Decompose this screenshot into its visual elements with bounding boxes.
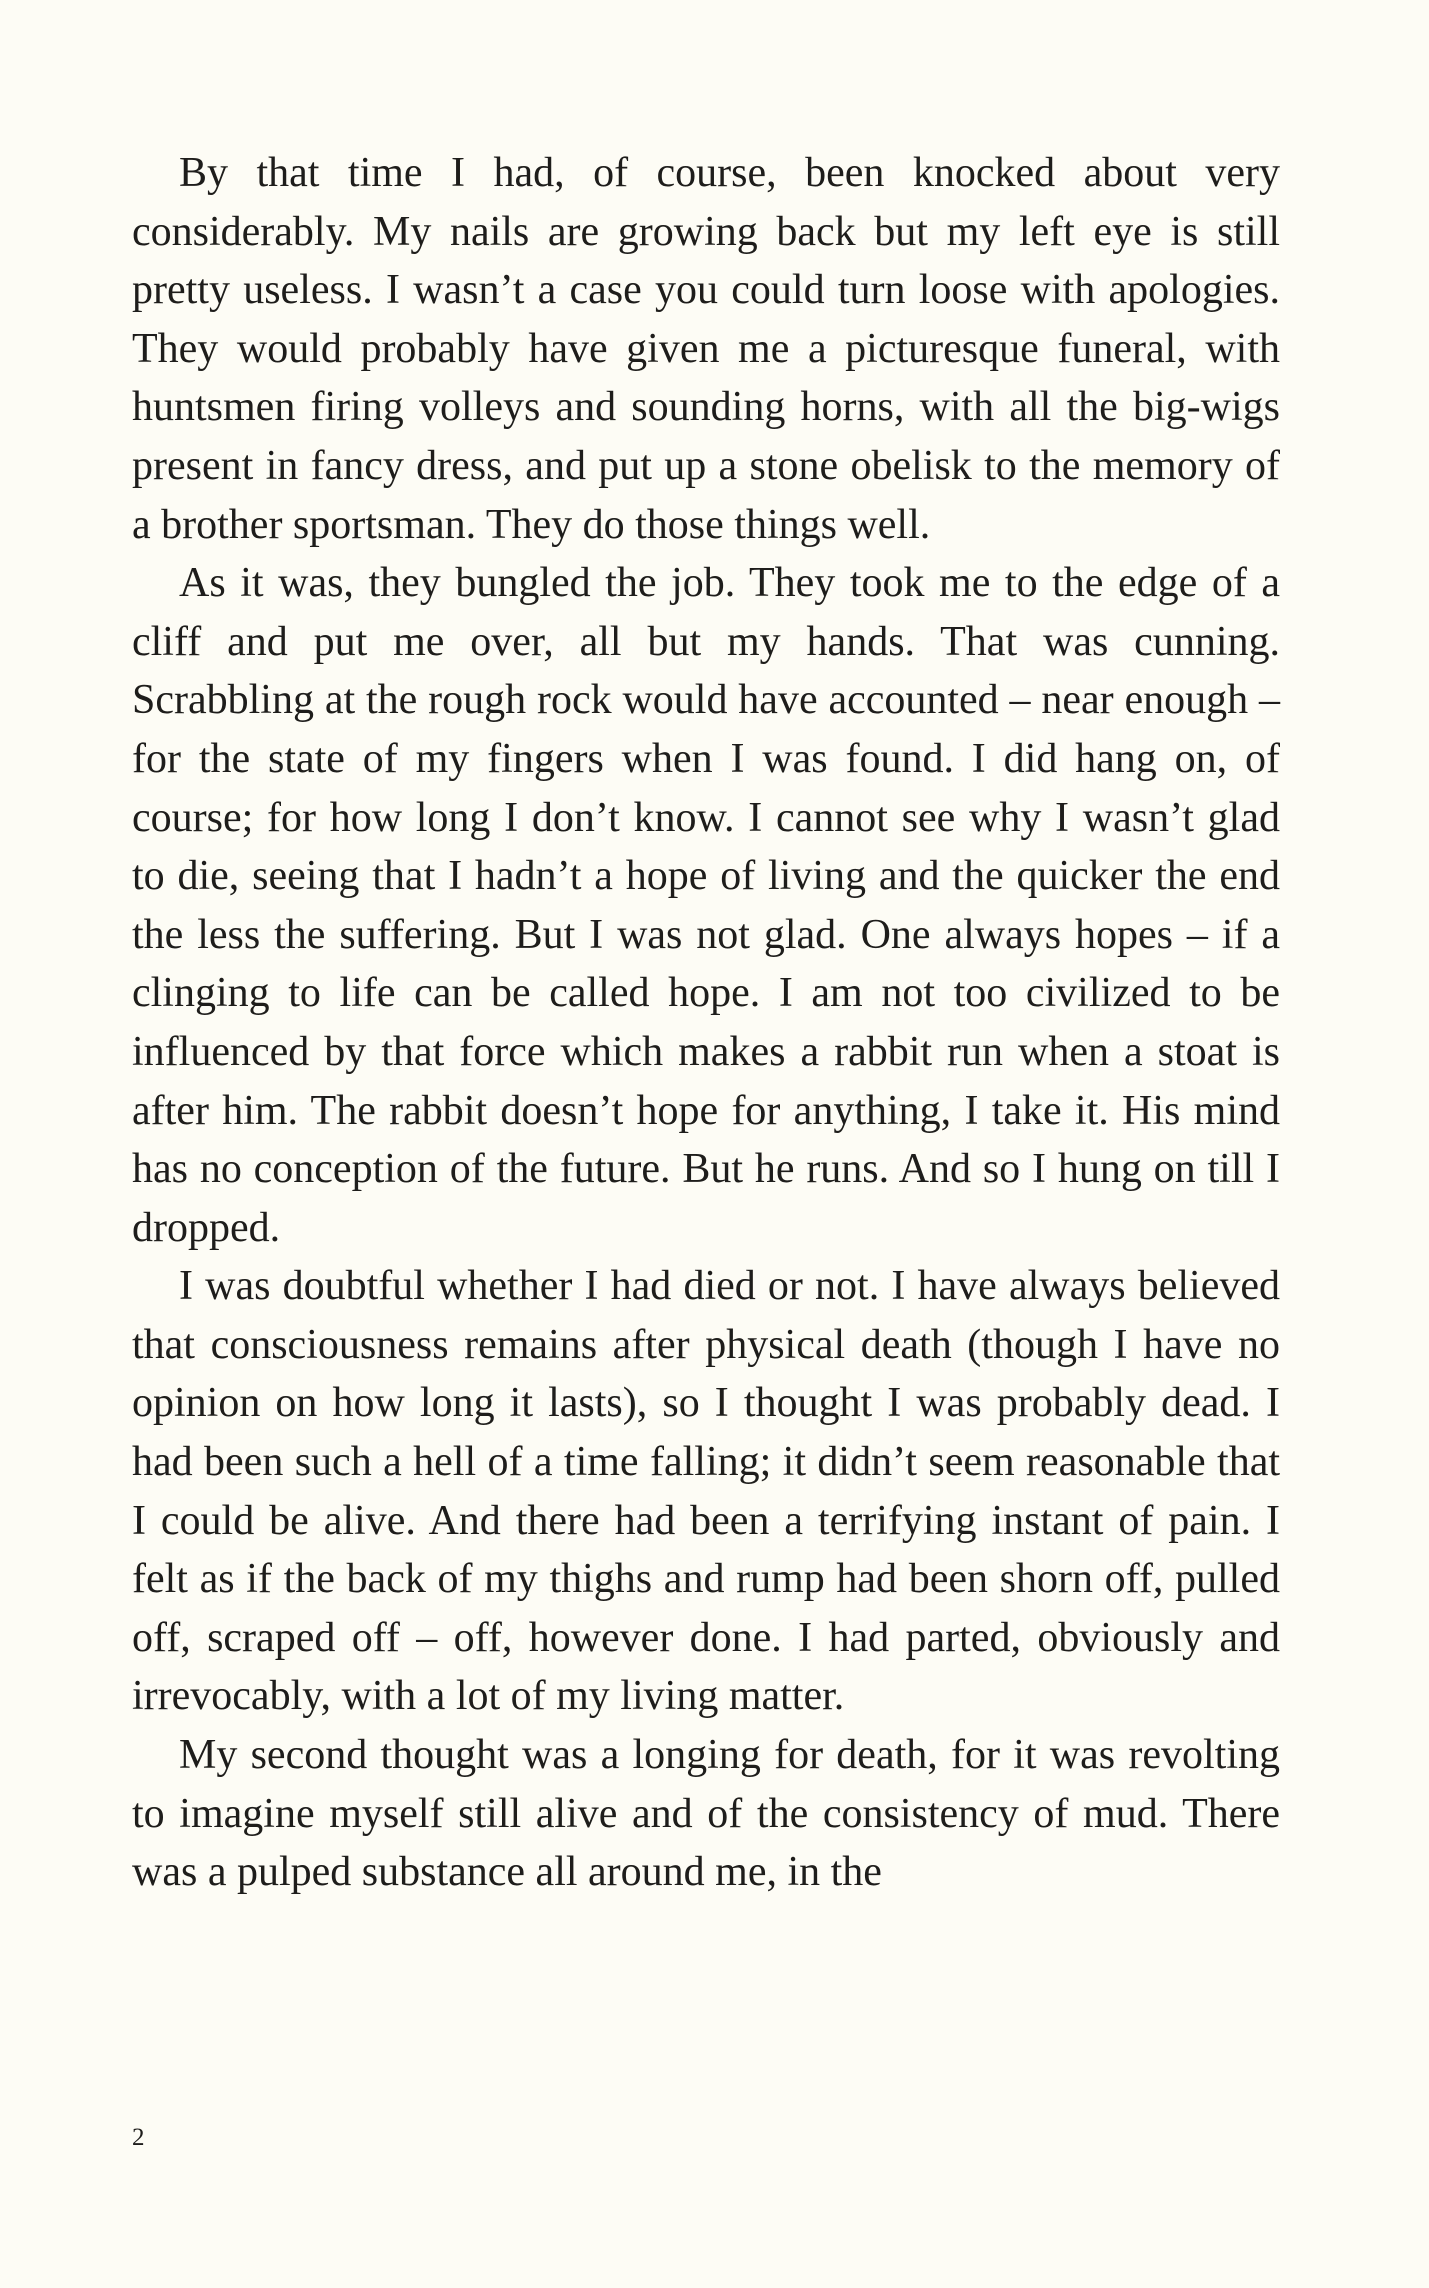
body-text <box>132 144 1280 1902</box>
paragraph-4: My second thought was a longing for death, for it was revolting to imagine myself still alive and of the consistency of mud. There was a pulped substance all around me, in the <box>132 1732 1280 1896</box>
paragraph-2: As it was, they bungled the job. They took me to the edge of a cliff and put me over, all but my hands. That was cunning. Scrabbling at the rough rock would have accounted – near enough – for the state of my fingers when I was found. I did hang on, of course; for how long I don’t know. I cannot see why I wasn’t glad to die, seeing that I hadn’t a hope of living and the quicker the end the less the suffering. But I was not glad. One always hopes – if a clinging to life can be called hope. I am not too civilized to be influenced by that force which makes a rabbit run when a stoat is after him. The rabbit doesn’t hope for anything, I take it. His mind has no conception of the future. But he runs. And so I hung on till I dropped. <box>132 560 1280 1251</box>
page-number: 2 <box>132 2124 145 2151</box>
paragraph-1: By that time I had, of course, been knocked about very considerably. My nails are growing back but my left eye is still pretty useless. I wasn’t a case you could turn loose with apologies. They would probably have given me a picturesque funeral, with huntsmen firing volleys and sounding horns, with all the big-wigs present in fancy dress, and put up a stone obelisk to the memory of a brother sportsman. They do those things well. <box>132 150 1280 548</box>
paragraph-3: I was doubtful whether I had died or not. I have always believed that consciousness remains after physical death (though I have no opinion on how long it lasts), so I thought I was probably dead. I had been such a hell of a time falling; it didn’t seem reasonable that I could be alive. And there had been a terrifying instant of pain. I felt as if the back of my thighs and rump had been shorn off, pulled off, scraped off – off, however done. I had parted, obviously and irrevocably, with a lot of my living matter. <box>132 1263 1280 1720</box>
